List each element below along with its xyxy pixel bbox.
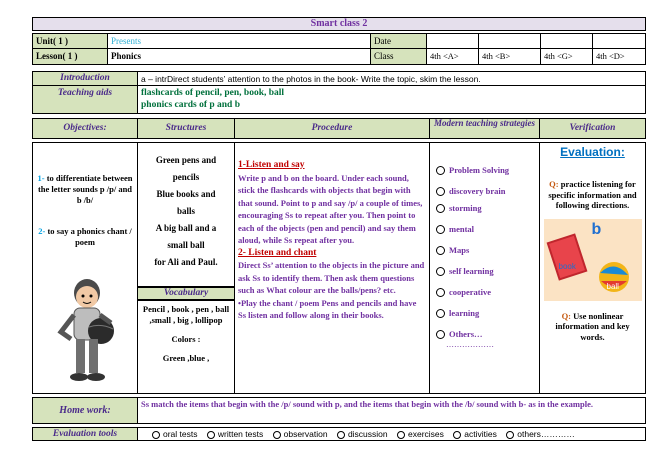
class-d: 4th <D> (592, 48, 646, 65)
radio-icon[interactable] (337, 431, 345, 439)
radio-icon[interactable] (436, 267, 445, 276)
verification-q1: Q: practice listening for specific information and following directions. (548, 179, 637, 210)
structure-line: Green pens and (155, 155, 217, 165)
radio-icon[interactable] (436, 166, 445, 175)
objectives-column (32, 142, 138, 394)
date-cell-4[interactable] (592, 33, 646, 49)
tool-activities[interactable]: activities (453, 429, 497, 440)
radio-icon[interactable] (273, 431, 281, 439)
radio-icon[interactable] (506, 431, 514, 439)
date-label: Date (370, 33, 427, 49)
radio-icon[interactable] (436, 204, 445, 213)
structures-column (137, 142, 235, 287)
strategy-others[interactable]: Others… (436, 329, 535, 340)
tool-written-tests[interactable]: written tests (207, 429, 263, 440)
strategies-dots: ……………… (446, 340, 494, 349)
structure-line: for Ali and Paul. (154, 257, 218, 267)
teaching-aids-line-2: phonics cards of p and b (141, 100, 240, 110)
tool-discussion[interactable]: discussion (337, 429, 388, 440)
teaching-aids-line-1: flashcards of pencil, pen, book, ball (141, 88, 285, 98)
class-label: Class (370, 48, 427, 65)
strategies-header: Modern teaching strategies (429, 118, 540, 139)
strategy-problem-solving[interactable]: Problem Solving (436, 165, 535, 176)
verification-header: Verification (539, 118, 646, 139)
unit-label: Unit( 1 ) (32, 33, 108, 49)
vocabulary-text: Pencil , book , pen , ball ,small , big , lollipop (142, 304, 230, 325)
procedure-text-2: Direct Ss’ attention to the objects in the picture and ask Ss to identify them. Then ask them questions such as What colour are the balls/pens? etc. (238, 260, 425, 295)
evaluation-title: Evaluation: (560, 145, 625, 159)
objective-2: 2- to say a phonics chant / poem (38, 226, 132, 247)
structure-line: balls (176, 206, 195, 216)
radio-icon[interactable] (436, 309, 445, 318)
strategy-cooperative[interactable]: cooperative (436, 287, 535, 298)
strategy-discovery-brain[interactable]: discovery brain (436, 186, 535, 197)
class-g: 4th <G> (540, 48, 593, 65)
radio-icon[interactable] (436, 246, 445, 255)
radio-icon[interactable] (207, 431, 215, 439)
class-b: 4th <B> (478, 48, 541, 65)
tool-others[interactable]: others………… (506, 429, 575, 440)
radio-icon[interactable] (436, 288, 445, 297)
boy-with-ball-illustration (47, 277, 127, 389)
lesson-label: Lesson( 1 ) (32, 48, 108, 65)
procedure-text-3: •Play the chant / poem Pens and pencils and have Ss listen and follow along in their books. (238, 297, 417, 320)
procedure-header: Procedure (234, 118, 430, 139)
strategy-mental[interactable]: mental (436, 224, 535, 235)
date-cell-3[interactable] (540, 33, 593, 49)
vocabulary-header: Vocabulary (137, 287, 235, 300)
structure-line: Blue books and (156, 189, 216, 199)
date-cell-1[interactable] (426, 33, 479, 49)
class-a: 4th <A> (426, 48, 479, 65)
tool-oral-tests[interactable]: oral tests (152, 429, 198, 440)
structure-line: small ball (167, 240, 205, 250)
structure-line: A big ball and a (155, 223, 217, 233)
tool-exercises[interactable]: exercises (397, 429, 444, 440)
strategy-storming[interactable]: storming (436, 203, 535, 214)
date-cell-2[interactable] (478, 33, 541, 49)
procedure-column (234, 142, 430, 394)
introduction-label: Introduction (32, 71, 138, 86)
book-word: book (558, 261, 576, 271)
procedure-text-1: Write p and b on the board. Under each sound, stick the flashcards with objects that begin with that sound. Point to p and say /p/ a couple of times, encouraging Ss to repeat after you. Then point to each of the objects (pen and pencil) and say them aloud, while Ss repeat after you. (238, 172, 423, 245)
radio-icon[interactable] (453, 431, 461, 439)
unit-value: Presents (107, 33, 371, 49)
vocabulary-column (137, 300, 235, 394)
radio-icon[interactable] (436, 225, 445, 234)
structure-line: pencils (172, 172, 200, 182)
tool-observation[interactable]: observation (273, 429, 328, 440)
homework-text: Ss match the items that begin with the /p/ sound with p, and the items that begin with the /b/ sound with b- as in the example. (137, 397, 646, 424)
book-ball-illustration (544, 219, 642, 301)
structures-header: Structures (137, 118, 235, 139)
objective-1: 1- to differentiate between the letter sounds p /p/ and b /b/ (37, 173, 133, 205)
verification-column (539, 142, 646, 394)
page-title: Smart class 2 (32, 17, 646, 31)
procedure-phase-1: 1-Listen and say (238, 160, 305, 170)
radio-icon[interactable] (436, 187, 445, 196)
colors-text: Green ,blue , (162, 353, 210, 363)
procedure-phase-2: 2- Listen and chant (238, 247, 317, 258)
objectives-header: Objectives: (32, 118, 138, 139)
evaluation-tools-label: Evaluation tools (32, 427, 138, 441)
letter-b: b (591, 220, 602, 238)
colors-label: Colors : (171, 334, 201, 344)
homework-label: Home work: (32, 397, 138, 424)
radio-icon[interactable] (397, 431, 405, 439)
strategy-learning[interactable]: learning (436, 308, 535, 319)
strategy-self-learning[interactable]: self learning (436, 266, 535, 277)
introduction-text: a – intrDirect students’ attention to the photos in the book- Write the topic, skim the lesson. (137, 71, 646, 86)
ball-word: ball (606, 281, 619, 291)
radio-icon[interactable] (436, 330, 445, 339)
teaching-aids-label: Teaching aids (32, 85, 138, 114)
strategy-maps[interactable]: Maps (436, 245, 535, 256)
strategies-column (429, 142, 540, 394)
radio-icon[interactable] (152, 431, 160, 439)
evaluation-tools-list (137, 427, 646, 441)
teaching-aids-text (137, 85, 646, 114)
lesson-value: Phonics (107, 48, 371, 65)
verification-q2: Q: Use nonlinear information and key words. (555, 310, 630, 342)
